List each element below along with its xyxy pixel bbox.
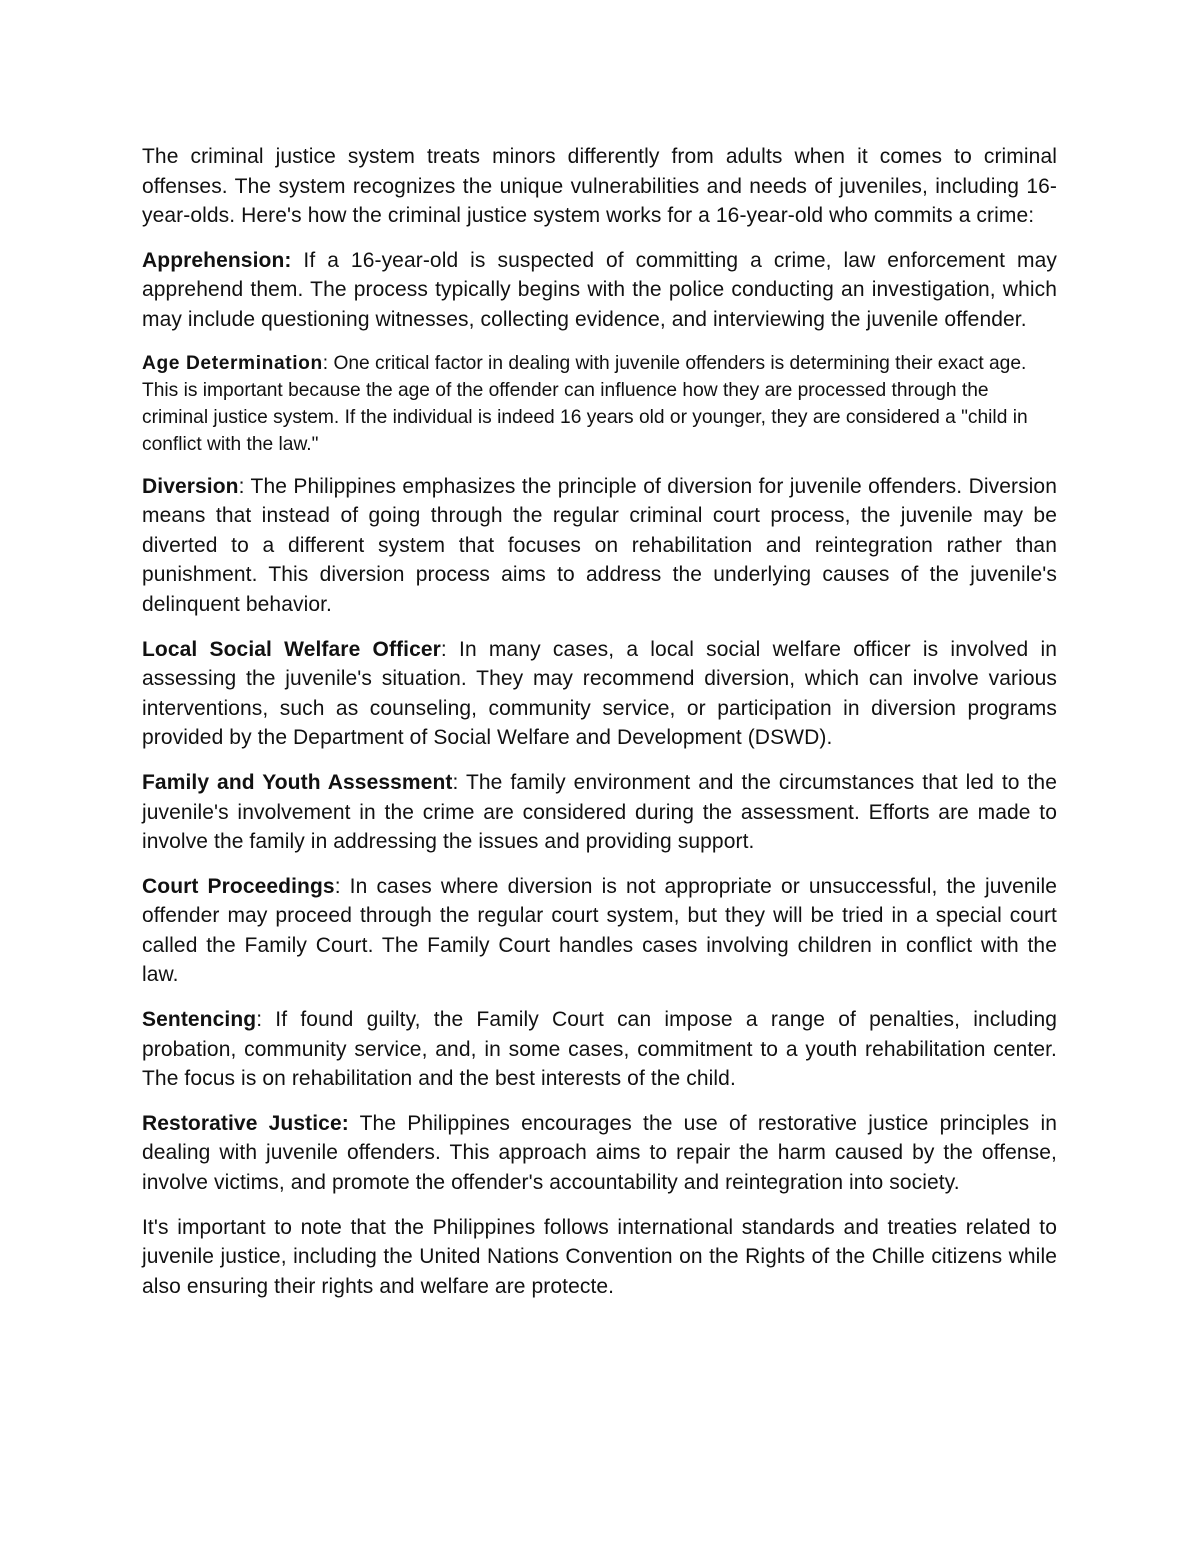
section-sentencing — [142, 1005, 1057, 1094]
section-diversion — [142, 472, 1057, 620]
section-text: : In many cases, a local social welfare officer is involved in assessing the juvenile's situation. They may recommend diversion, which can involve various interventions, such as counseling, community service, or participation in diversion programs provided by the Department of Social Welfare and Development (DSWD). — [142, 637, 1058, 750]
section-term: Diversion — [142, 474, 239, 498]
closing-paragraph: It's important to note that the Philippines follows international standards and treaties related to juvenile justice, including the United Nations Convention on the Rights of the Chille citizens while also ensuring their rights and welfare are protecte. — [142, 1215, 1057, 1298]
section-term: Apprehension: — [142, 248, 292, 272]
section-text: If a 16-year-old is suspected of committing a crime, law enforcement may apprehend them. The process typically begins with the police conducting an investigation, which may include questioning witnesses, collecting evidence, and interviewing the juvenile offender. — [142, 248, 1057, 331]
section-age-determination — [142, 350, 1057, 458]
section-text: The Philippines encourages the use of restorative justice principles in dealing with juvenile offenders. This approach aims to repair the harm caused by the offense, involve victims, and promote the offender's accountability and reintegration into society. — [142, 1111, 1057, 1195]
section-family-and-youth-assessment — [142, 768, 1057, 857]
section-text: : The family environment and the circumstances that led to the juvenile's involvement in the crime are considered during the assessment. Efforts are made to involve the family in addressing the issues and providing support. — [142, 770, 1057, 854]
section-local-social-welfare-officer — [142, 635, 1057, 753]
section-apprehension — [142, 246, 1057, 335]
document-body — [142, 142, 1057, 1316]
section-court-proceedings — [142, 872, 1057, 990]
section-restorative-justice — [142, 1109, 1057, 1198]
section-text: : If found guilty, the Family Court can impose a range of penalties, including probation, community service, and, in some cases, commitment to a youth rehabilitation center. The focus is on rehabilitation and the best interests of the child. — [142, 1008, 1057, 1091]
intro-paragraph: The criminal justice system treats minors differently from adults when it comes to criminal offenses. The system recognizes the unique vulnerabilities and needs of juveniles, including 16-year-olds. Here's how the criminal justice system works for a 16-year-old who commits a crime: — [142, 145, 1057, 228]
section-text: : In cases where diversion is not appropriate or unsuccessful, the juvenile offender may proceed through the regular court system, but they will be tried in a special court called the Family Court. The Family Court handles cases involving children in conflict with the law. — [142, 874, 1058, 987]
section-term: Age Determination — [142, 352, 323, 374]
section-term: Family and Youth Assessment — [142, 770, 453, 794]
section-text: : One critical factor in dealing with juvenile offenders is determining their exact age. This is important because the age of the offender can influence how they are processed through the criminal justice system. If the individual is indeed 16 years old or younger, they are considered a "child in conflict with the law." — [142, 352, 1028, 455]
section-text: : The Philippines emphasizes the principle of diversion for juvenile offenders. Diversion means that instead of going through the regular criminal court process, the juvenile may be diverted to a different system that focuses on rehabilitation and reintegration rather than punishment. This diversion process aims to address the underlying causes of the juvenile's delinquent behavior. — [142, 474, 1057, 616]
section-term: Local Social Welfare Officer — [142, 637, 441, 661]
section-term: Court Proceedings — [142, 874, 335, 898]
section-term: Sentencing — [142, 1008, 257, 1032]
section-term: Restorative Justice: — [142, 1111, 349, 1135]
